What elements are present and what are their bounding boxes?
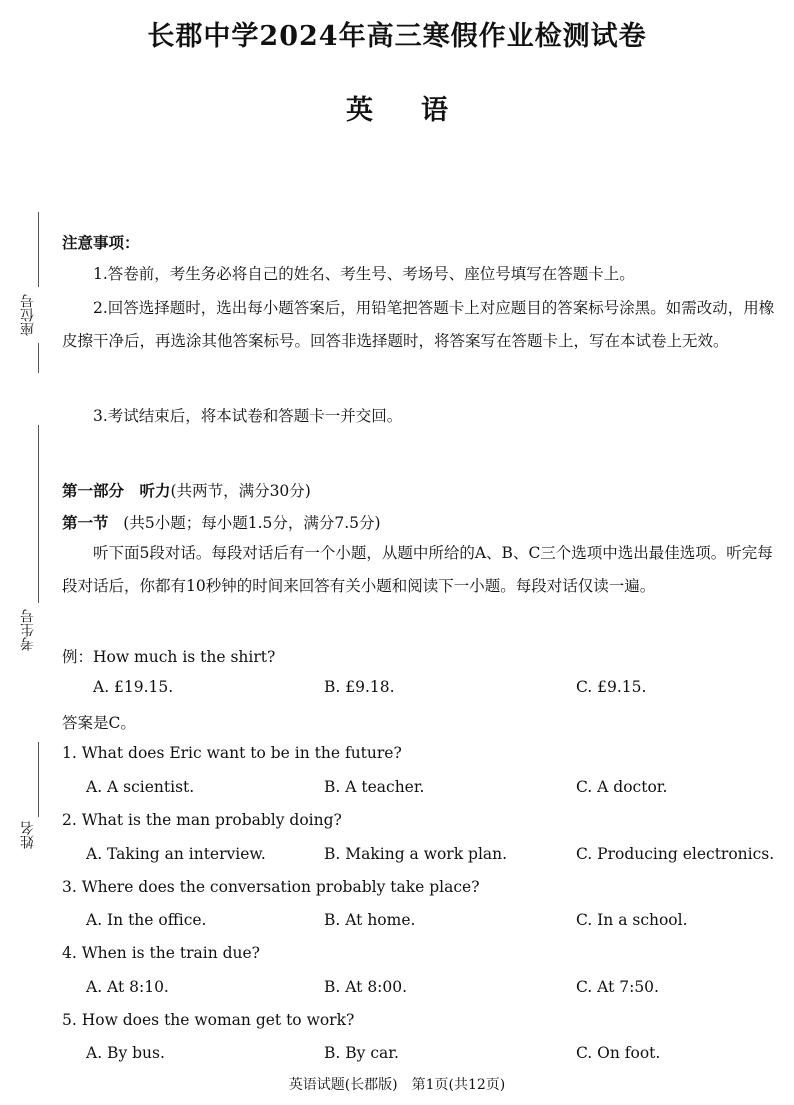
question-2-option-c: C. Producing electronics. — [576, 845, 775, 863]
page-footer: 英语试题(长郡版) 第1页(共12页) — [288, 1077, 506, 1093]
exam-no-label: 考生号 — [20, 609, 36, 651]
example-question: 例：How much is the shirt? — [62, 648, 276, 666]
seat-line — [38, 212, 39, 287]
listening-instructions: 听下面5段对话。每段对话后有一个小题，从题中所给的A、B、C三个选项中选出最佳选项。听完每段对话后，你都有10秒钟的时间来回答有关小题和阅读下一小题。每段对话仅读一遍。 — [62, 544, 773, 595]
question-4: 4. When is the train due? — [62, 944, 260, 962]
question-1: 1. What does Eric want to be in the future? — [62, 744, 402, 762]
section1-note: (共5小题；每小题1.5分，满分7.5分) — [123, 514, 381, 532]
question-4-option-c: C. At 7:50. — [576, 978, 659, 996]
example-option-a: A. £19.15. — [93, 678, 174, 696]
example-answer: 答案是C。 — [62, 714, 136, 732]
question-5: 5. How does the woman get to work? — [62, 1011, 355, 1029]
question-3-option-c: C. In a school. — [576, 911, 688, 929]
subject-title: 英语 — [346, 95, 496, 126]
exam-title: 长郡中学2024年高三寒假作业检测试卷 — [147, 21, 647, 52]
example-option-b: B. £9.18. — [324, 678, 395, 696]
notice-item-1: 1.答卷前，考生务必将自己的姓名、考生号、考场号、座位号填写在答题卡上。 — [93, 265, 635, 283]
notice-item-3: 3.考试结束后，将本试卷和答题卡一并交回。 — [93, 407, 403, 425]
section1-heading — [62, 511, 381, 533]
part1-heading — [62, 479, 311, 501]
section1-title: 第一节 — [62, 513, 109, 532]
question-5-option-a: A. By bus. — [86, 1044, 165, 1062]
question-3-option-b: B. At home. — [324, 911, 416, 929]
notice-item-2: 2.回答选择题时，选出每小题答案后，用铅笔把答题卡上对应题目的答案标号涂黑。如需改动，用橡皮擦干净后，再选涂其他答案标号。回答非选择题时，将答案写在答题卡上，写在本试卷上无效。 — [62, 299, 775, 350]
notice-heading: 注意事项： — [62, 233, 140, 252]
question-3-option-a: A. In the office. — [86, 911, 207, 929]
exam-no-line — [38, 425, 39, 603]
part1-title: 第一部分 听力 — [62, 481, 171, 500]
question-2-option-a: A. Taking an interview. — [86, 845, 266, 863]
question-3: 3. Where does the conversation probably take place? — [62, 878, 480, 896]
question-1-option-a: A. A scientist. — [86, 778, 195, 796]
seat-label: 座位号 — [20, 294, 36, 336]
question-4-option-a: A. At 8:10. — [86, 978, 169, 996]
name-line — [38, 742, 39, 817]
question-5-option-b: B. By car. — [324, 1044, 399, 1062]
question-4-option-b: B. At 8:00. — [324, 978, 408, 996]
example-option-c: C. £9.15. — [576, 678, 647, 696]
question-2: 2. What is the man probably doing? — [62, 811, 342, 829]
part1-title-note: (共两节，满分30分) — [170, 482, 311, 500]
question-2-option-b: B. Making a work plan. — [324, 845, 508, 863]
name-label: 姓名 — [20, 821, 36, 849]
question-1-option-b: B. A teacher. — [324, 778, 425, 796]
question-5-option-c: C. On foot. — [576, 1044, 661, 1062]
seat-line-lower — [38, 343, 39, 373]
question-1-option-c: C. A doctor. — [576, 778, 668, 796]
